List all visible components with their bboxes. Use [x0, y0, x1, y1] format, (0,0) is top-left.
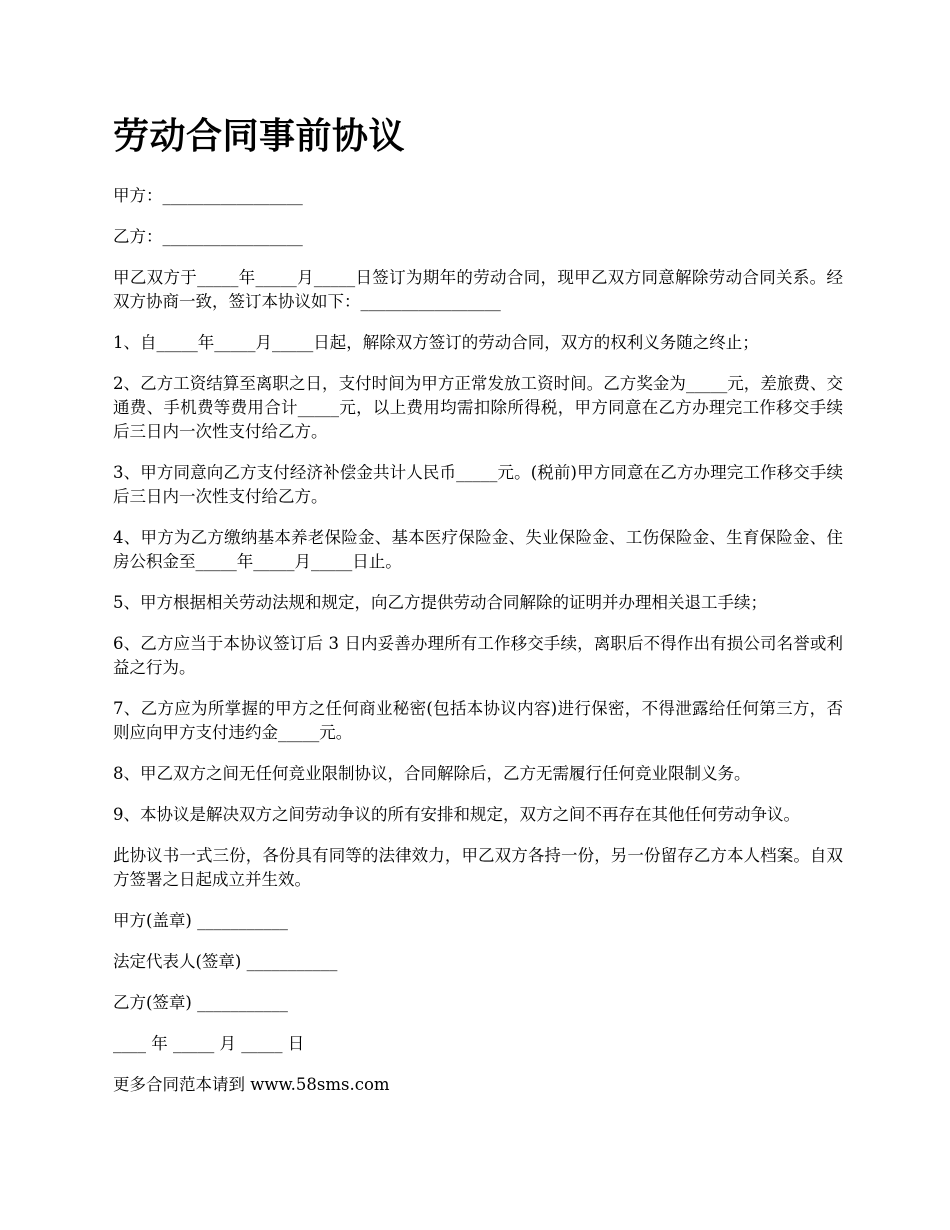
- party-b-line: 乙方：_________________: [113, 227, 303, 246]
- document-title: 劳动合同事前协议: [113, 115, 406, 157]
- party-a-seal-line: 甲方(盖章) ___________: [113, 911, 288, 930]
- clause-6: 6、乙方应当于本协议签订后 3 日内妥善办理所有工作移交手续，离职后不得作出有损公司名誉或利益之行为。: [113, 634, 843, 677]
- spacer: [113, 314, 843, 331]
- spacer: [113, 933, 843, 950]
- spacer: [113, 509, 843, 526]
- spacer: [113, 615, 843, 632]
- copies-paragraph: 此协议书一式三份，各份具有同等的法律效力，甲乙双方各持一份，另一份留存乙方本人档案。自双方签署之日起成立并生效。: [113, 846, 843, 889]
- footer-note: 更多合同范本请到 www.58sms.com: [113, 1075, 390, 1094]
- clause-8: 8、甲乙双方之间无任何竞业限制协议，合同解除后，乙方无需履行任何竞业限制义务。: [113, 764, 751, 783]
- clause-7: 7、乙方应为所掌握的甲方之任何商业秘密(包括本协议内容)进行保密，不得泄露给任何第三方，否则应向甲方支付违约金_____元。: [113, 699, 843, 742]
- date-line: ____ 年 _____ 月 _____ 日: [113, 1034, 305, 1053]
- clause-9: 9、本协议是解决双方之间劳动争议的所有安排和规定，双方之间不再存在其他任何劳动争议。: [113, 805, 800, 824]
- legal-representative-line: 法定代表人(签章) ___________: [113, 952, 338, 971]
- clause-1: 1、自_____年_____月_____日起，解除双方签订的劳动合同，双方的权利义务随之终止；: [113, 333, 759, 352]
- spacer: [113, 208, 843, 225]
- spacer: [113, 827, 843, 844]
- document-page: [113, 108, 843, 1097]
- spacer: [113, 1056, 843, 1073]
- spacer: [113, 680, 843, 697]
- clause-3: 3、甲方同意向乙方支付经济补偿金共计人民币_____元。(税前)甲方同意在乙方办理完工作移交手续后三日内一次性支付给乙方。: [113, 463, 843, 506]
- clause-5: 5、甲方根据相关劳动法规和规定，向乙方提供劳动合同解除的证明并办理相关退工手续；: [113, 593, 767, 612]
- spacer: [113, 1015, 843, 1032]
- spacer: [113, 745, 843, 762]
- spacer: [113, 249, 843, 266]
- party-b-sign-line: 乙方(签章) ___________: [113, 993, 288, 1012]
- spacer: [113, 355, 843, 372]
- spacer: [113, 974, 843, 991]
- spacer: [113, 786, 843, 803]
- clause-2: 2、乙方工资结算至离职之日，支付时间为甲方正常发放工资时间。乙方奖金为_____元，差旅费、交通费、手机费等费用合计_____元，以上费用均需扣除所得税，甲方同意在乙方办理完工作移交手续后三日内一次性支付给乙方。: [113, 374, 843, 441]
- spacer: [113, 164, 843, 184]
- spacer: [113, 444, 843, 461]
- preamble-paragraph: 甲乙双方于_____年_____月_____日签订为期年的劳动合同，现甲乙双方同意解除劳动合同关系。经双方协商一致，签订本协议如下：_________________: [113, 268, 843, 311]
- spacer: [113, 574, 843, 591]
- spacer: [113, 892, 843, 909]
- party-a-line: 甲方：_________________: [113, 186, 303, 205]
- clause-4: 4、甲方为乙方缴纳基本养老保险金、基本医疗保险金、失业保险金、工伤保险金、生育保险金、住房公积金至_____年_____月_____日止。: [113, 528, 843, 571]
